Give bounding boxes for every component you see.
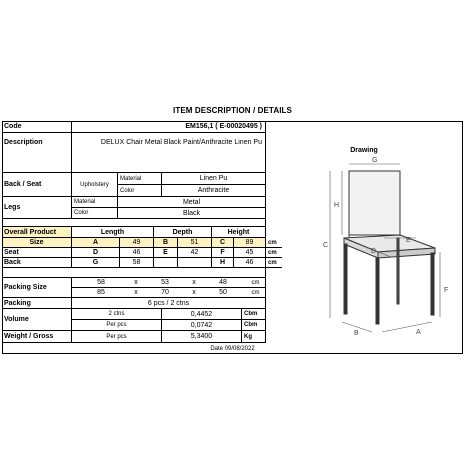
- packing-size-2-b: 70: [142, 288, 188, 298]
- code-value: EM156,1 ( E-00020495 ): [72, 121, 266, 133]
- upholstery-label: Upholstery: [72, 173, 118, 197]
- seat-length-letter: D: [72, 248, 120, 258]
- drawing-letter-g: G: [372, 157, 378, 164]
- back-seat-label: Back / Seat: [2, 173, 72, 197]
- legs-color-label: Color: [72, 208, 118, 219]
- drawing-letter-d: D: [371, 248, 377, 255]
- drawing-letter-f: F: [444, 287, 449, 294]
- drawing-letter-b: B: [354, 330, 359, 337]
- packing-value: 6 pcs / 2 ctns: [72, 298, 266, 309]
- weight-unit: Kg: [242, 331, 266, 343]
- drawing-letter-e: E: [406, 237, 411, 244]
- seat-height-letter: F: [212, 248, 234, 258]
- chair-leg-front-left: [344, 244, 347, 314]
- code-label: Code: [2, 121, 72, 133]
- packing-size-1-unit: cm: [246, 278, 266, 288]
- packing-size-1-b: 53: [142, 278, 188, 288]
- packing-size-1-c: 48: [200, 278, 246, 288]
- back-length-letter: G: [72, 258, 120, 268]
- size-height-letter: C: [212, 238, 234, 248]
- size-depth-value: 51: [178, 238, 212, 248]
- size-length-letter: A: [72, 238, 120, 248]
- seat-length-value: 46: [120, 248, 154, 258]
- height-header: Height: [212, 227, 266, 238]
- drawing-letter-c: C: [323, 242, 329, 249]
- blank-row-1: [2, 219, 266, 227]
- packing-label: Packing: [2, 298, 72, 309]
- packing-size-2-x2: x: [188, 288, 200, 298]
- seat-height-value: 45: [234, 248, 266, 258]
- size-length-value: 49: [120, 238, 154, 248]
- seat-label: Seat: [2, 248, 72, 258]
- drawing-divider: [265, 121, 266, 343]
- chair-leg-back-right: [431, 253, 434, 315]
- size-depth-letter: B: [154, 238, 178, 248]
- volume-ctns-unit: Cbm: [242, 309, 266, 320]
- depth-header: Depth: [154, 227, 212, 238]
- drawing-label: Drawing: [266, 121, 463, 147]
- volume-ctns-value: 0,4452: [162, 309, 242, 320]
- drawing-letter-a: A: [416, 329, 421, 336]
- volume-pcs-label: Per pcs: [72, 320, 162, 331]
- packing-size-1-x2: x: [188, 278, 200, 288]
- chair-drawing: [266, 132, 463, 343]
- legs-material-label: Material: [72, 197, 118, 208]
- chair-leg-back-left: [397, 238, 399, 304]
- back-depth-letter: [154, 258, 178, 268]
- document-title: ITEM DESCRIPTION / DETAILS: [173, 106, 292, 115]
- back-seat-color-value: Anthracite: [162, 185, 266, 197]
- size-unit: cm: [266, 238, 282, 248]
- packing-size-2-x1: x: [130, 288, 142, 298]
- chair-backrest: [349, 171, 400, 235]
- legs-color-value: Black: [118, 208, 266, 219]
- back-seat-color-label: Color: [118, 185, 162, 197]
- seat-unit: cm: [266, 248, 282, 258]
- chair-leg-front-right: [376, 258, 379, 324]
- size-label: Size: [2, 238, 72, 248]
- length-header: Length: [72, 227, 154, 238]
- overall-product-header: Overall Product: [2, 227, 72, 238]
- back-height-value: 46: [234, 258, 266, 268]
- seat-depth-value: 42: [178, 248, 212, 258]
- volume-ctns-label: 2 ctns: [72, 309, 162, 320]
- packing-size-2-a: 85: [72, 288, 130, 298]
- chair-diagram: [266, 132, 463, 343]
- packing-size-2-unit: cm: [246, 288, 266, 298]
- description-label: Description: [2, 133, 72, 173]
- volume-label: Volume: [2, 309, 72, 331]
- blank-row-2: [2, 268, 266, 278]
- dim-line-a: [382, 322, 432, 332]
- packing-size-1-x1: x: [130, 278, 142, 288]
- weight-sub-label: Per pcs: [72, 331, 162, 343]
- legs-material-value: Metal: [118, 197, 266, 208]
- back-label: Back: [2, 258, 72, 268]
- back-seat-material-value: Linen Pu: [162, 173, 266, 185]
- back-unit: cm: [266, 258, 282, 268]
- packing-size-label: Packing Size: [2, 278, 72, 298]
- weight-label: Weight / Gross: [2, 331, 72, 343]
- back-height-letter: H: [212, 258, 234, 268]
- packing-size-2-c: 50: [200, 288, 246, 298]
- volume-pcs-value: 0,0742: [162, 320, 242, 331]
- volume-pcs-unit: Cbm: [242, 320, 266, 331]
- date-text: Date 09/08/2022: [210, 345, 255, 352]
- drawing-letter-h: H: [334, 202, 340, 209]
- packing-size-1-a: 58: [72, 278, 130, 288]
- weight-value: 5,3400: [162, 331, 242, 343]
- back-seat-material-label: Material: [118, 173, 162, 185]
- size-height-value: 89: [234, 238, 266, 248]
- legs-label: Legs: [2, 197, 72, 219]
- seat-depth-letter: E: [154, 248, 178, 258]
- back-length-value: 58: [120, 258, 154, 268]
- back-depth-value: [178, 258, 212, 268]
- item-details-sheet: [2, 121, 463, 355]
- description-value: DELUX Chair Metal Black Paint/Anthracite Linen Pu: [72, 133, 266, 173]
